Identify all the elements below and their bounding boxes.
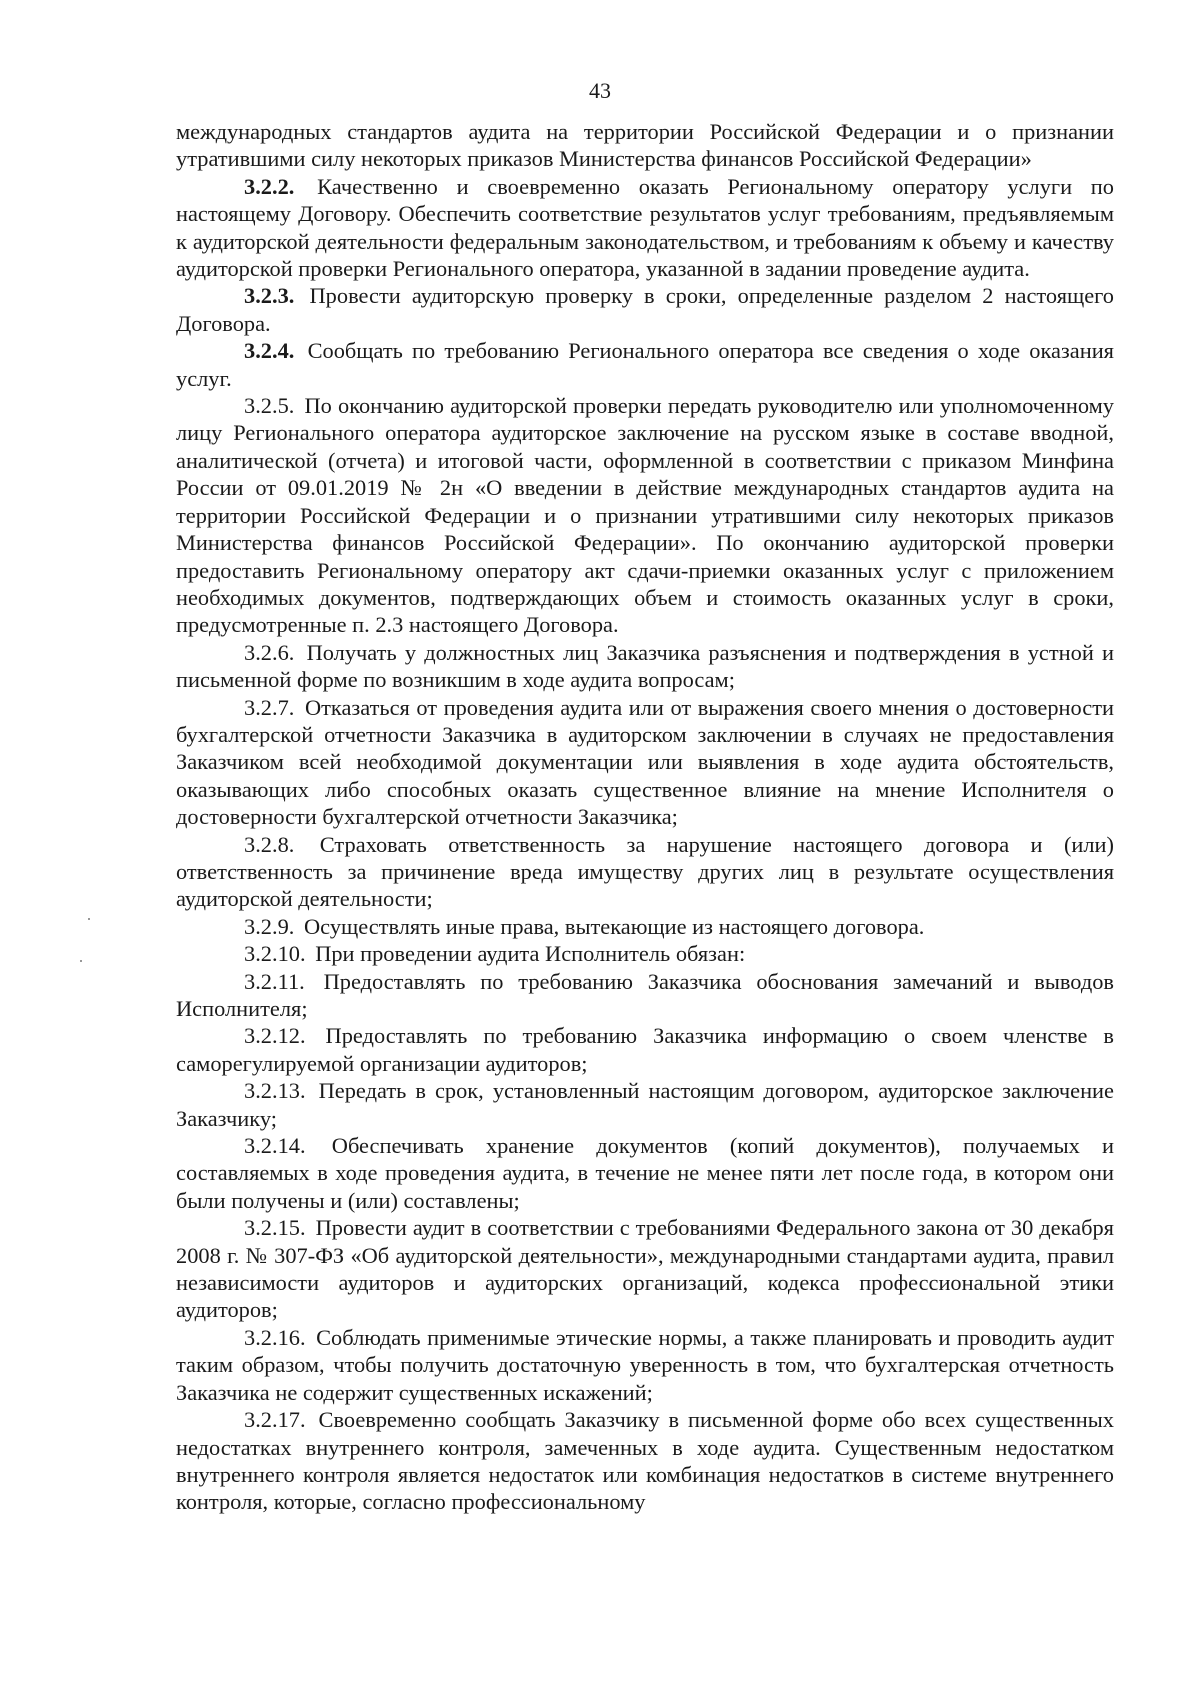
clause-text: При проведении аудита Исполнитель обязан: bbox=[315, 941, 746, 967]
clause-paragraph bbox=[176, 1406, 1114, 1516]
clause-number: 3.2.8. bbox=[244, 831, 295, 857]
clause-text: международных стандартов аудита на территории Российской Федерации и о признании утратившими силу некоторых приказов Министерства финансов Российской Федерации» bbox=[176, 119, 1114, 172]
clause-number: 3.2.12. bbox=[244, 1023, 306, 1049]
clause-paragraph bbox=[176, 694, 1114, 831]
clause-number: 3.2.10. bbox=[244, 941, 306, 967]
clause-paragraph bbox=[176, 1214, 1114, 1324]
clause-number: 3.2.16. bbox=[244, 1324, 306, 1350]
clause-text: Провести аудит в соответствии с требованиями Федерального закона от 30 декабря 2008 г. № 307-ФЗ «Об аудиторской деятельности», международными стандартами аудита, правил независимости аудиторов и аудиторских организаций, кодекса профессиональной этики аудиторов; bbox=[176, 1215, 1114, 1323]
clause-number: 3.2.14. bbox=[244, 1133, 306, 1159]
clause-paragraph bbox=[176, 1324, 1114, 1406]
clause-paragraph bbox=[176, 392, 1114, 639]
clause-paragraph bbox=[176, 913, 1114, 940]
clause-text: Обеспечивать хранение документов (копий документов), получаемых и составляемых в ходе проведения аудита, в течение не менее пяти лет после года, в котором они были получены и (или) составлены; bbox=[176, 1133, 1114, 1213]
clause-paragraph bbox=[176, 173, 1114, 283]
clause-number: 3.2.9. bbox=[244, 913, 295, 939]
clause-paragraph bbox=[176, 940, 1114, 967]
clause-number: 3.2.11. bbox=[244, 968, 305, 994]
clause-text: Соблюдать применимые этические нормы, а также планировать и проводить аудит таким образом, чтобы получить достаточную уверенность в том, что бухгалтерская отчетность Заказчика не содержит существенных искажений; bbox=[176, 1324, 1114, 1405]
clause-paragraph bbox=[176, 1022, 1114, 1077]
clause-text: Качественно и своевременно оказать Региональному оператору услуги по настоящему Договору. Обеспечить соответствие результатов услуг требованиям, предъявляемым к аудиторской деятельности федеральным законодательством, и требованиям к объему и качеству аудиторской проверки Регионального оператора, указанной в задании проведение аудита. bbox=[176, 173, 1114, 282]
clause-text: Предоставлять по требованию Заказчика информацию о своем членстве в саморегулируемой организации аудиторов; bbox=[176, 1023, 1114, 1076]
clause-number: 3.2.2. bbox=[244, 173, 295, 199]
clause-number: 3.2.7. bbox=[244, 694, 295, 720]
clause-paragraph bbox=[176, 968, 1114, 1023]
clause-number: 3.2.17. bbox=[244, 1407, 306, 1433]
clause-text: Передать в срок, установленный настоящим договором, аудиторское заключение Заказчику; bbox=[176, 1078, 1114, 1131]
clause-paragraph bbox=[176, 1132, 1114, 1214]
clause-text: Сообщать по требованию Регионального оператора все сведения о ходе оказания услуг. bbox=[176, 338, 1114, 391]
clause-number: 3.2.6. bbox=[244, 639, 295, 665]
clause-number: 3.2.4. bbox=[244, 338, 295, 364]
clause-paragraph bbox=[176, 831, 1114, 913]
page-number: 43 bbox=[589, 78, 611, 103]
clause-number: 3.2.13. bbox=[244, 1078, 306, 1104]
clause-text: Отказаться от проведения аудита или от выражения своего мнения о достоверности бухгалтерской отчетности Заказчика в аудиторском заключении в случаях не предоставления Заказчиком всей необходимой документации или выявления в ходе аудита обстоятельств, оказывающих либо способных оказать существенное влияние на мнение Исполнителя о достоверности бухгалтерской отчетности Заказчика; bbox=[176, 694, 1114, 830]
clause-text: Страховать ответственность за нарушение настоящего договора и (или) ответственность за причинение вреда имуществу других лиц в результате осуществления аудиторской деятельности; bbox=[176, 831, 1114, 912]
clause-paragraph bbox=[176, 282, 1114, 337]
clause-paragraph bbox=[176, 639, 1114, 694]
clause-text: Предоставлять по требованию Заказчика обоснования замечаний и выводов Исполнителя; bbox=[176, 968, 1114, 1021]
clause-number: 3.2.15. bbox=[244, 1215, 306, 1241]
scan-speck bbox=[80, 960, 82, 962]
clause-text: Получать у должностных лиц Заказчика разъяснения и подтверждения в устной и письменной форме по возникшим в ходе аудита вопросам; bbox=[176, 639, 1114, 693]
clause-number: 3.2.3. bbox=[244, 283, 295, 309]
clause-text: Осуществлять иные права, вытекающие из настоящего договора. bbox=[304, 913, 925, 939]
clause-paragraph bbox=[176, 337, 1114, 392]
clause-text: По окончанию аудиторской проверки передать руководителю или уполномоченному лицу Регионального оператора аудиторское заключение на русском языке в составе вводной, аналитической (отчета) и итоговой части, оформленной в соответствии с приказом Минфина России от 09.01.2019 № 2н «О введении в действие международных стандартов аудита на территории Российской Федерации и о признании утратившими силу некоторых приказов Министерства финансов Российской Федерации». По окончанию аудиторской проверки предоставить Региональному оператору акт сдачи-приемки оказанных услуг с приложением необходимых документов, подтверждающих объем и стоимость оказанных услуг в сроки, предусмотренные п. 2.3 настоящего Договора. bbox=[176, 393, 1114, 638]
clause-number: 3.2.5. bbox=[244, 393, 295, 419]
document-body bbox=[176, 118, 1114, 1516]
clause-paragraph bbox=[176, 1077, 1114, 1132]
clause-text: Своевременно сообщать Заказчику в письменной форме обо всех существенных недостатках внутреннего контроля, замеченных в ходе аудита. Существенным недостатком внутреннего контроля является недостаток или комбинация недостатков в системе внутреннего контроля, которые, согласно профессиональному bbox=[176, 1407, 1114, 1515]
continuation-paragraph bbox=[176, 118, 1114, 173]
scan-speck bbox=[88, 918, 90, 920]
clause-text: Провести аудиторскую проверку в сроки, определенные разделом 2 настоящего Договора. bbox=[176, 283, 1114, 336]
